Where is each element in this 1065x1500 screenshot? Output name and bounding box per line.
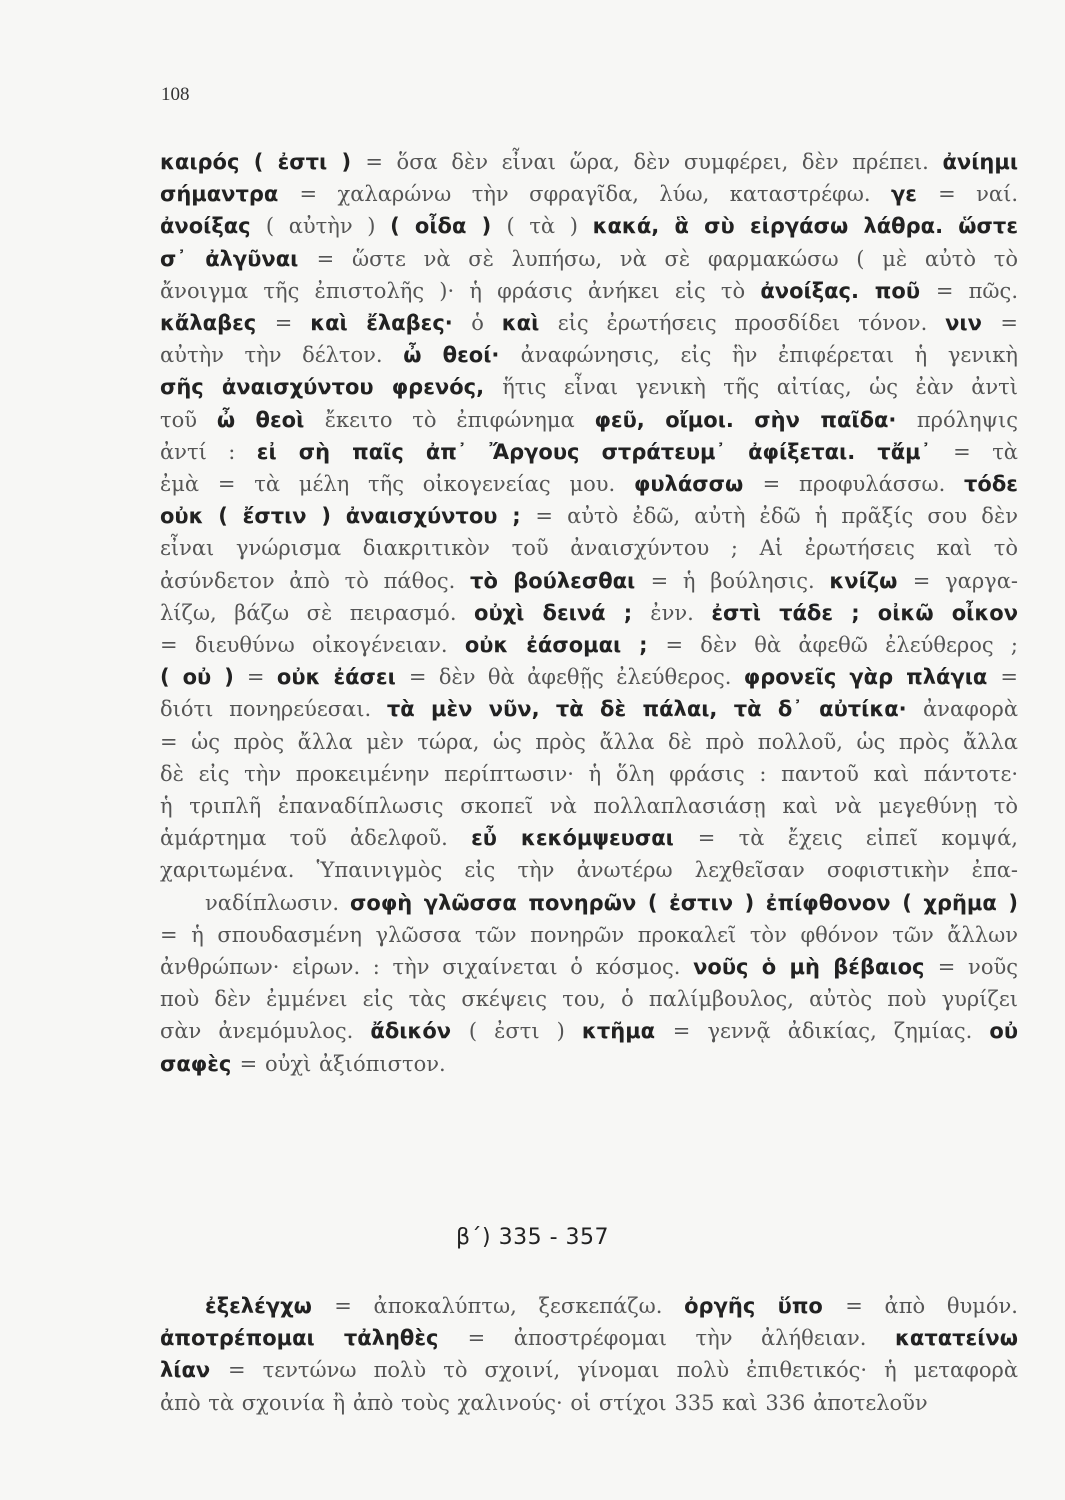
lemma-term: ( οἶδα ) bbox=[390, 214, 507, 239]
lemma-term: τὰ μὲν νῦν, τὰ δὲ πάλαι, τὰ δ᾽ αὐτίκα· bbox=[386, 697, 923, 722]
text-line bbox=[160, 436, 1018, 468]
text-line bbox=[160, 758, 1018, 790]
lemma-term: σήμαντρα bbox=[160, 182, 300, 207]
text-line bbox=[160, 854, 1018, 886]
text-line bbox=[160, 693, 1018, 725]
lemma-term: κατατείνω bbox=[894, 1326, 1018, 1351]
lemma-term: φεῦ, οἴμοι. σὴν παῖδα· bbox=[594, 407, 917, 432]
text-line bbox=[160, 1290, 1018, 1322]
lemma-term: οὐχὶ δεινά ; bbox=[474, 600, 651, 625]
lemma-term: κακά, ἃ σὺ εἰργάσω λάθρα. ὥστε bbox=[592, 214, 1019, 239]
text-line bbox=[160, 468, 1018, 500]
lemma-term: φρονεῖς γὰρ πλάγια bbox=[743, 665, 1001, 690]
gloss-text: = πῶς. bbox=[935, 278, 1018, 303]
gloss-text: ἐμὰ = τὰ μέλη τῆς οἰκογενείας μου. bbox=[160, 472, 634, 497]
lemma-term: σαφὲς bbox=[160, 1051, 240, 1076]
gloss-text: = γεννᾷ ἀδικίας, ζημίας. bbox=[672, 1019, 990, 1044]
gloss-text: = bbox=[274, 311, 311, 336]
lemma-term: κἄλαβες bbox=[160, 311, 275, 336]
gloss-text: = αὐτὸ ἐδῶ, αὐτὴ ἐδῶ ἡ πρᾶξίς σου δὲν bbox=[535, 504, 1018, 529]
text-line bbox=[160, 1354, 1018, 1386]
text-line bbox=[160, 822, 1018, 854]
lemma-term: σοφὴ γλῶσσα πονηρῶν ( ἐστιν ) ἐπίφθονον ( χρῆμα ) bbox=[350, 890, 1019, 915]
gloss-text: ἡ τριπλῆ ἐπαναδίπλωσις σκοπεῖ νὰ πολλαπλασιάσῃ καὶ νὰ μεγεθύνῃ τὸ bbox=[160, 794, 1018, 819]
lemma-term: καὶ ἔλαβες· bbox=[310, 311, 472, 336]
gloss-text: αὐτὴν τὴν δέλτον. bbox=[160, 343, 404, 368]
text-line bbox=[160, 307, 1018, 339]
text-line bbox=[160, 146, 1018, 178]
gloss-text: ποὺ δὲν ἐμμένει εἰς τὰς σκέψεις του, ὁ παλίμβουλος, αὐτὸς ποὺ γυρίζει bbox=[160, 987, 1018, 1012]
gloss-text: = ὥστε νὰ σὲ λυπήσω, νὰ σὲ φαρμακώσω ( μὲ αὐτὸ τὸ bbox=[316, 246, 1018, 271]
lemma-term: ἄδικόν bbox=[370, 1019, 469, 1044]
gloss-text: = ἀποκαλύπτω, ξεσκεπάζω. bbox=[334, 1294, 685, 1318]
gloss-text: εἶναι γνώρισμα διακριτικὸν τοῦ ἀναισχύντου ; Αἱ ἐρωτήσεις καὶ τὸ bbox=[160, 536, 1018, 561]
lemma-term: εἰ σὴ παῖς ἀπ᾽ Ἄργους στράτευμ᾽ ἀφίξεται. τἄμ᾽ bbox=[256, 439, 954, 464]
text-line bbox=[160, 1322, 1018, 1354]
lemma-term: ἐστὶ τάδε ; οἰκῶ οἶκον bbox=[711, 600, 1018, 625]
gloss-text: ἁμάρτημα τοῦ ἀδελφοῦ. bbox=[160, 826, 472, 851]
gloss-text: = bbox=[246, 665, 277, 690]
gloss-text: ἀνθρώπων· εἰρων. : τὴν σιχαίνεται ὁ κόσμος. bbox=[160, 955, 694, 980]
lemma-term: οὐκ ἐάσει bbox=[276, 665, 409, 690]
gloss-text: ( αὐτὴν ) bbox=[265, 214, 391, 239]
text-line bbox=[160, 243, 1018, 275]
lemma-term: σ᾽ ἀλγῦναι bbox=[160, 246, 317, 271]
gloss-text: = προφυλάσσω. bbox=[762, 472, 965, 497]
gloss-text: πρόληψις bbox=[916, 407, 1018, 432]
line-indent bbox=[160, 1294, 205, 1318]
gloss-text: = δὲν θὰ ἀφεθῶ ἐλεύθερος ; bbox=[665, 633, 1018, 658]
text-line bbox=[160, 275, 1018, 307]
lemma-term: τόδε bbox=[964, 472, 1018, 497]
text-line bbox=[160, 1048, 1018, 1080]
lemma-term: γε bbox=[891, 182, 939, 207]
gloss-text: = ἀπὸ θυμόν. bbox=[845, 1294, 1018, 1318]
gloss-text: = τεντώνω πολὺ τὸ σχοινί, γίνομαι πολὺ ἐπιθετικός· ἡ μεταφορὰ bbox=[227, 1358, 1019, 1383]
gloss-text: = ἡ βούλησις. bbox=[650, 568, 830, 593]
lemma-term: ὦ θεοὶ bbox=[216, 407, 325, 432]
text-line bbox=[160, 1387, 1018, 1419]
gloss-text: διότι πονηρεύεσαι. bbox=[160, 697, 387, 722]
lemma-term: ὦ θεοί· bbox=[403, 343, 521, 368]
lemma-term: τὸ βούλεσθαι bbox=[470, 568, 651, 593]
commentary-block-2 bbox=[160, 1290, 1018, 1419]
text-line bbox=[160, 404, 1018, 436]
text-line bbox=[160, 532, 1018, 564]
lemma-term: νιν bbox=[945, 311, 1001, 336]
text-line bbox=[160, 919, 1018, 951]
gloss-text: ἥτις εἶναι γενικὴ τῆς αἰτίας, ὡς ἐὰν ἀντὶ bbox=[502, 375, 1018, 400]
lemma-term: ἀποτρέπομαι τἀληθὲς bbox=[160, 1326, 468, 1351]
gloss-text: = bbox=[1000, 665, 1018, 690]
commentary-block-1 bbox=[160, 146, 1018, 1080]
text-line bbox=[160, 210, 1018, 242]
gloss-text: = χαλαρώνω τὴν σφραγῖδα, λύω, καταστρέφω. bbox=[299, 182, 891, 207]
gloss-text: = διευθύνω οἰκογένειαν. bbox=[160, 633, 465, 658]
text-line bbox=[160, 371, 1018, 403]
gloss-text: ναδίπλωσιν. bbox=[205, 890, 351, 915]
text-line bbox=[160, 565, 1018, 597]
gloss-text: ἀπὸ τὰ σχοινία ἢ ἀπὸ τοὺς χαλινούς· οἱ στίχοι 335 καὶ 336 ἀποτελοῦν bbox=[160, 1390, 928, 1415]
lemma-term: ὀργῆς ὕπο bbox=[684, 1294, 846, 1318]
gloss-text: = δὲν θὰ ἀφεθῇς ἐλεύθερος. bbox=[408, 665, 744, 690]
lemma-term: οὐκ ( ἔστιν ) ἀναισχύντου ; bbox=[160, 504, 536, 529]
gloss-text: = γαργα- bbox=[912, 568, 1018, 593]
gloss-text: ἀσύνδετον ἀπὸ τὸ πάθος. bbox=[160, 568, 471, 593]
gloss-text: = οὐχὶ ἀξιόπιστον. bbox=[239, 1051, 446, 1076]
gloss-text: = νοῦς bbox=[937, 955, 1018, 980]
lemma-term: ἀνοίξας bbox=[160, 214, 266, 239]
text-line bbox=[160, 887, 1018, 919]
gloss-text: = ὅσα δὲν εἶναι ὥρα, δὲν συμφέρει, δὲν πρέπει. bbox=[365, 150, 943, 174]
gloss-text: = τὰ bbox=[953, 439, 1018, 464]
gloss-text: = ναί. bbox=[938, 182, 1018, 207]
gloss-text: δὲ εἰς τὴν προκειμένην περίπτωσιν· ἡ ὅλη φράσις : παντοῦ καὶ πάντοτε· bbox=[160, 761, 1018, 786]
gloss-text: λίζω, βάζω σὲ πειρασμό. bbox=[160, 600, 475, 625]
gloss-text: ( ἐστι ) bbox=[468, 1019, 582, 1044]
text-line bbox=[160, 790, 1018, 822]
page-number: 108 bbox=[161, 84, 190, 105]
text-line bbox=[160, 726, 1018, 758]
gloss-text: = ὡς πρὸς ἄλλα μὲν τώρα, ὡς πρὸς ἄλλα δὲ πρὸ πολλοῦ, ὡς πρὸς ἄλλα bbox=[160, 729, 1018, 754]
lemma-term: ἐξελέγχω bbox=[205, 1294, 335, 1318]
gloss-text: ἀντί : bbox=[160, 439, 257, 464]
lemma-term: εὖ κεκόμψευσαι bbox=[471, 826, 698, 851]
lemma-term: οὐ bbox=[989, 1019, 1018, 1044]
lemma-term: νοῦς ὁ μὴ βέβαιος bbox=[693, 955, 938, 980]
lemma-term: οὐκ ἐάσομαι ; bbox=[464, 633, 666, 658]
lemma-term: σῆς ἀναισχύντου φρενός, bbox=[160, 375, 503, 400]
gloss-text: = τὰ ἔχεις εἰπεῖ κομψά, bbox=[697, 826, 1018, 851]
text-line bbox=[160, 339, 1018, 371]
gloss-text: = ἡ σπουδασμένη γλῶσσα τῶν πονηρῶν προκαλεῖ τὸν φθόνον τῶν ἄλλων bbox=[160, 922, 1018, 947]
text-line bbox=[160, 1015, 1018, 1047]
gloss-text: ἀναφορὰ bbox=[923, 697, 1019, 722]
lemma-term: καὶ bbox=[501, 311, 558, 336]
lemma-term: φυλάσσω bbox=[633, 472, 763, 497]
section-heading: β΄) 335 - 357 bbox=[455, 1225, 610, 1250]
gloss-text: χαριτωμένα. Ὑπαινιγμὸς εἰς τὴν ἀνωτέρω λεχθεῖσαν σοφιστικὴν ἐπα- bbox=[160, 858, 1018, 883]
lemma-term: ἀνίημι bbox=[942, 150, 1018, 174]
lemma-term: κνίζω bbox=[829, 568, 913, 593]
gloss-text: ἀναφώνησις, εἰς ἣν ἐπιφέρεται ἡ γενικὴ bbox=[520, 343, 1018, 368]
gloss-text: ὁ bbox=[471, 311, 502, 336]
gloss-text: τοῦ bbox=[160, 407, 217, 432]
gloss-text: = ἀποστρέφομαι τὴν ἀλήθειαν. bbox=[467, 1326, 895, 1351]
gloss-text: σὰν ἀνεμόμυλος. bbox=[160, 1019, 371, 1044]
gloss-text: ἄνοιγμα τῆς ἐπιστολῆς )· ἡ φράσις ἀνήκει εἰς τὸ bbox=[160, 278, 761, 303]
lemma-term: κτῆμα bbox=[581, 1019, 673, 1044]
text-line bbox=[160, 500, 1018, 532]
gloss-text: ἔκειτο τὸ ἐπιφώνημα bbox=[324, 407, 595, 432]
gloss-text: εἰς ἐρωτήσεις προσδίδει τόνον. bbox=[557, 311, 946, 336]
lemma-term: καιρός ( ἐστι ) bbox=[160, 150, 366, 174]
text-line bbox=[160, 983, 1018, 1015]
text-line bbox=[160, 597, 1018, 629]
gloss-text: ( τὰ ) bbox=[506, 214, 593, 239]
text-line bbox=[160, 178, 1018, 210]
lemma-term: λίαν bbox=[160, 1358, 228, 1383]
text-line bbox=[160, 629, 1018, 661]
lemma-term: ἀνοίξας. ποῦ bbox=[760, 278, 936, 303]
gloss-text: ἐνν. bbox=[650, 600, 712, 625]
gloss-text: = bbox=[1000, 311, 1018, 336]
text-line bbox=[160, 661, 1018, 693]
text-line bbox=[160, 951, 1018, 983]
line-indent bbox=[160, 891, 205, 915]
lemma-term: ( οὐ ) bbox=[160, 665, 247, 690]
